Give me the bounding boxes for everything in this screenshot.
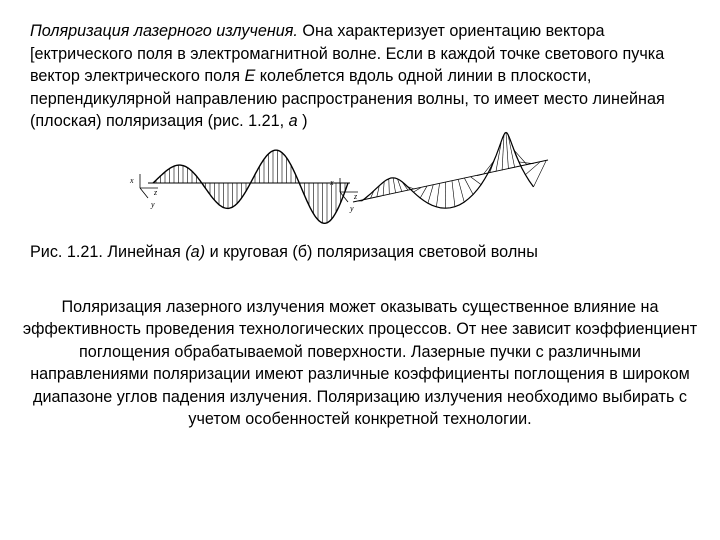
caption-label-a: (а) <box>185 243 206 261</box>
caption-part-2: и круговая (б) поляризация световой волны <box>205 243 538 261</box>
intro-text-3: ) <box>297 112 308 131</box>
linear-axis-z-label: z <box>154 188 158 197</box>
circular-spoke-line <box>393 178 396 193</box>
linear-axis-x-label: x <box>130 176 134 185</box>
linear-axis-y-label: y <box>151 200 155 209</box>
vector-symbol: E <box>244 67 256 86</box>
intro-text-2: колеблется вдоль одной линии в плоскости, перпендикулярной направлению распространения волны, то имеет место линейная (плоская) поляризация (рис. 1.21, <box>30 67 665 131</box>
circular-axis-x-label: x <box>330 178 334 187</box>
circular-spoke-line <box>465 178 474 194</box>
circular-spoke-line <box>458 180 464 202</box>
polarization-diagram <box>118 130 558 230</box>
figure-ref: а <box>288 112 298 131</box>
circular-spoke-line <box>496 141 502 172</box>
intro-paragraph <box>30 20 695 133</box>
polarization-figure <box>118 130 558 230</box>
circular-spoke-line <box>383 182 384 196</box>
intro-text-1: Она характеризует ориентацию вектора [ектрического поля в электромагнитной волне. Если в каждой точке светового пучка вектор электрического поля <box>30 22 665 86</box>
circular-spoke-line <box>506 133 508 170</box>
circular-spoke-line <box>452 181 455 207</box>
circular-axis-y-label: y <box>350 204 354 213</box>
circular-spoke-line <box>389 179 390 195</box>
circular-polarization-diagram <box>329 133 548 214</box>
linear-wave-hatching <box>156 150 345 223</box>
intro-lead: Поляризация лазерного излучения. <box>30 22 298 40</box>
circular-spoke-line <box>436 184 439 207</box>
circular-wave-helix <box>362 133 534 209</box>
circular-propagation-axis <box>353 160 548 202</box>
caption-part-1: Рис. 1.21. Линейная <box>30 243 186 261</box>
circular-spoke-line <box>428 185 433 203</box>
linear-wave <box>153 150 348 223</box>
circular-spoke-line <box>471 177 481 185</box>
circular-spoke-line <box>534 161 547 187</box>
circular-axis-z-label: z <box>354 192 358 201</box>
linear-y-axis <box>140 188 148 198</box>
figure-caption <box>30 241 690 263</box>
circular-spoke-line <box>508 135 515 168</box>
linear-polarization-diagram <box>129 150 350 223</box>
circular-spoke-line <box>420 186 427 198</box>
body-paragraph: Поляризация лазерного излучения может оказывать существенное влияние на эффективность проведения технологических процессов. От нее зависит коэффиенциент поглощения обрабатываемой поверхности. Лазерные пучки с различными направлениями поляризации имеют различные коэффициенты поглощения в широком диапазоне углов падения излучения. Поляризацию излучения необходимо выбирать с учетом особенностей конкретной технологии. <box>22 298 698 429</box>
circular-wave-spokes <box>358 133 546 209</box>
